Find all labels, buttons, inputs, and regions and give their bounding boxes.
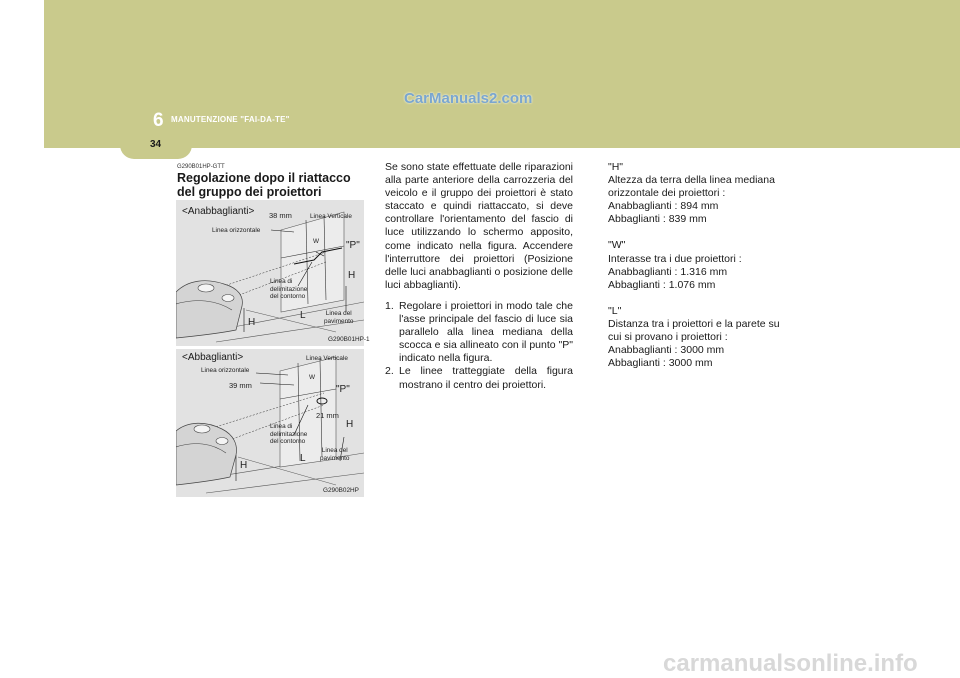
- high-beam-h-right-label: H: [346, 419, 354, 430]
- figure-high-beam: [176, 349, 364, 497]
- high-beam-distance: 39 mm: [229, 381, 252, 390]
- high-beam-contour-label: Linea di delimitazione del contorno: [270, 423, 308, 445]
- low-beam-h-right-label: H: [348, 270, 356, 281]
- high-beam-w-label: W: [309, 374, 316, 381]
- low-beam-title: <Anabbaglianti>: [182, 206, 255, 217]
- section-code: G290B01HP-GTT: [177, 164, 225, 170]
- high-beam-distance-2: 21 mm: [316, 411, 339, 420]
- list-item: [385, 300, 573, 365]
- page-number: 34: [150, 139, 162, 150]
- chapter-title: MANUTENZIONE "FAI-DA-TE": [171, 115, 290, 124]
- spec-w: [608, 239, 788, 291]
- low-beam-l-label: L: [300, 310, 306, 321]
- section-heading: Regolazione dopo il riattacco del gruppo dei proiettori: [177, 171, 351, 199]
- spec-low-beam: Anabbaglianti : 3000 mm: [608, 344, 725, 357]
- header-band: [44, 0, 960, 148]
- high-beam-floor-label: Linea del pavimento: [320, 447, 350, 462]
- spec-high-beam: Abbaglianti : 1.076 mm: [608, 278, 716, 291]
- figure-low-beam: [176, 200, 370, 346]
- low-beam-distance: 38 mm: [269, 211, 292, 220]
- intro-paragraph: Se sono state effettuate delle riparazioni alla parte anteriore della carrozzeria del veicolo e il gruppo dei proiettori è stato staccato e quindi riattaccato, si deve controllare l'orientamento del fascio di luce utilizzando lo schermo apposito, come indicato nella figura. Accendere l'interruttore dei proiettori (Posizione delle luci anabbaglianti o posizione delle luci abbaglianti).: [385, 161, 573, 291]
- spec-key: "L": [608, 304, 622, 317]
- watermark-link-bottom[interactable]: carmanualsonline.info: [663, 650, 918, 677]
- list-item: [385, 365, 573, 391]
- step-number: 1.: [385, 299, 394, 312]
- step-text: Le linee tratteggiate della figura mostrano il centro dei proiettori.: [399, 365, 573, 391]
- watermark-link-top[interactable]: CarManuals2.com: [404, 90, 533, 107]
- low-beam-h-left-label: H: [248, 317, 256, 328]
- specs-column: [608, 161, 788, 383]
- spec-description: Distanza tra i proiettori e la parete su cui si provano i proiettori :: [608, 317, 780, 344]
- step-text: Regolare i proiettori in modo tale che l'asse principale del fascio di luce sia parallelo alla linea mediana della scocca e sia allineato con il punto "P" indicato nella figura.: [399, 299, 573, 365]
- spec-low-beam: Anabbaglianti : 894 mm: [608, 200, 719, 213]
- high-beam-h-left-label: H: [240, 460, 248, 471]
- spec-l: [608, 305, 788, 370]
- high-beam-p-label: "P": [336, 384, 350, 395]
- high-beam-horizontal-line-label: Linea orizzontale: [201, 367, 250, 374]
- high-beam-vertical-line-label: Linea Verticale: [306, 355, 348, 362]
- spec-description: Altezza da terra della linea mediana orizzontale dei proiettori :: [608, 174, 775, 200]
- high-beam-l-label: L: [300, 453, 306, 464]
- instructions-column: [385, 161, 573, 392]
- step-number: 2.: [385, 365, 394, 378]
- spec-low-beam: Anabbaglianti : 1.316 mm: [608, 265, 728, 278]
- spec-high-beam: Abbaglianti : 3000 mm: [608, 357, 713, 370]
- spec-description: Interasse tra i due proiettori :: [608, 252, 742, 265]
- low-beam-contour-label: Linea di delimitazione del contorno: [270, 278, 308, 300]
- high-beam-figure-code: G290B02HP: [323, 487, 359, 494]
- spec-h: [608, 161, 788, 226]
- high-beam-title: <Abbaglianti>: [182, 352, 244, 363]
- low-beam-p-label: "P": [346, 240, 360, 251]
- chapter-number: 6: [153, 110, 164, 131]
- spec-key: "H": [608, 161, 624, 173]
- low-beam-figure-code: G290B01HP-1: [328, 336, 370, 343]
- low-beam-floor-label: Linea del pavimento: [324, 310, 354, 325]
- steps-list: [385, 300, 573, 392]
- spec-key: "W": [608, 239, 626, 252]
- low-beam-w-label: W: [313, 238, 320, 245]
- low-beam-horizontal-line-label: Linea orizzontale: [212, 227, 261, 234]
- spec-high-beam: Abbaglianti : 839 mm: [608, 213, 707, 226]
- low-beam-vertical-line-label: Linea Verticale: [310, 213, 352, 220]
